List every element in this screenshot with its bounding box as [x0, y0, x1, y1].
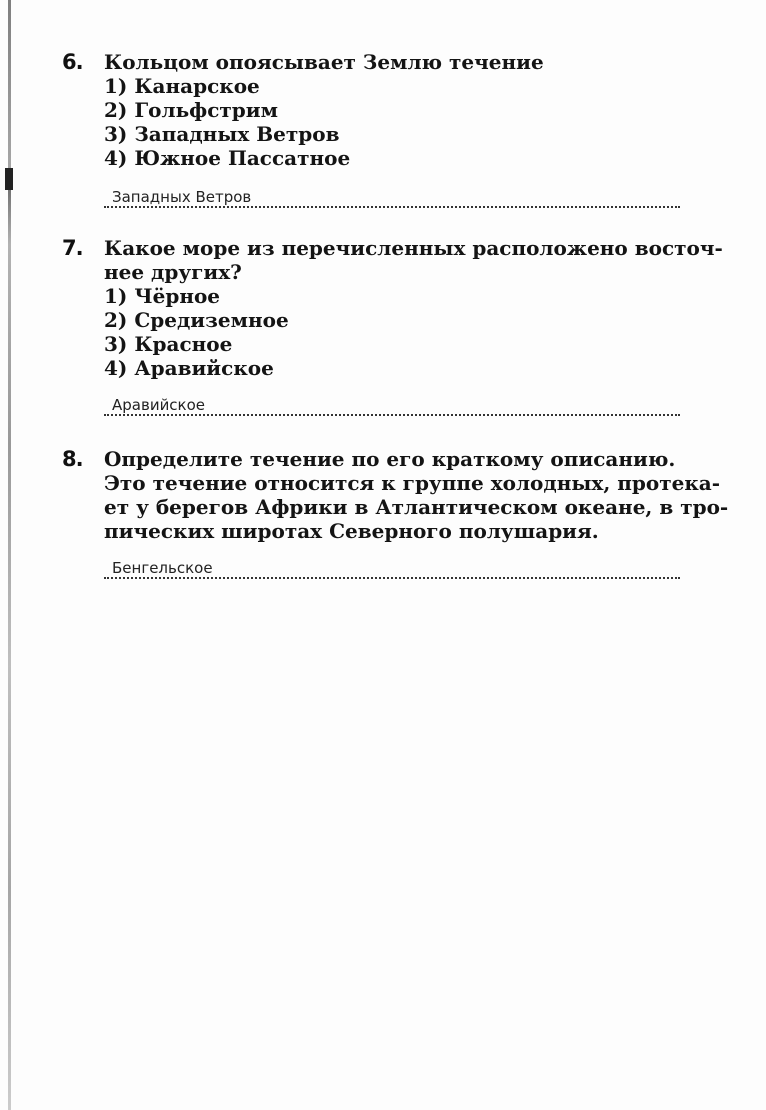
answer-line[interactable] [104, 553, 680, 579]
question-text-line: нее других? [104, 260, 242, 284]
question-text-line: Кольцом опоясывает Землю течение [104, 50, 544, 74]
question-text-line: Определите течение по его краткому описанию. [104, 447, 676, 471]
answer-option: 1) Канарское [104, 74, 260, 98]
question-text [104, 50, 680, 74]
question-number: 6. [62, 50, 83, 74]
answer-option: 2) Гольфстрим [104, 98, 278, 122]
question-text-line: Какое море из перечисленных расположено восточ- [104, 236, 723, 260]
question-text-line: Это течение относится к группе холодных, протека- [104, 471, 721, 495]
answer-text: Бенгельское [112, 559, 213, 577]
answer-option: 1) Чёрное [104, 284, 221, 308]
question-text [104, 236, 723, 284]
scan-edge [8, 0, 11, 1110]
scan-edge-mark [5, 168, 13, 190]
answer-option: 3) Западных Ветров [104, 122, 340, 146]
question-body [104, 236, 723, 380]
question-text-line: ет у берегов Африки в Атлантическом океане, в тро- [104, 495, 729, 519]
question-text [104, 447, 729, 543]
question-number: 8. [62, 447, 83, 471]
question-number: 7. [62, 236, 83, 260]
answer-text: Аравийское [112, 396, 206, 414]
answer-text: Западных Ветров [112, 188, 252, 206]
answer-option: 4) Аравийское [104, 356, 274, 380]
answer-option: 3) Красное [104, 332, 233, 356]
question-text-line: пических широтах Северного полушария. [104, 519, 599, 543]
answer-line[interactable] [104, 390, 680, 416]
question-body [104, 50, 680, 170]
answer-line[interactable] [104, 182, 680, 208]
answer-option: 4) Южное Пассатное [104, 146, 351, 170]
answer-option: 2) Средиземное [104, 308, 289, 332]
question-body [104, 447, 729, 543]
